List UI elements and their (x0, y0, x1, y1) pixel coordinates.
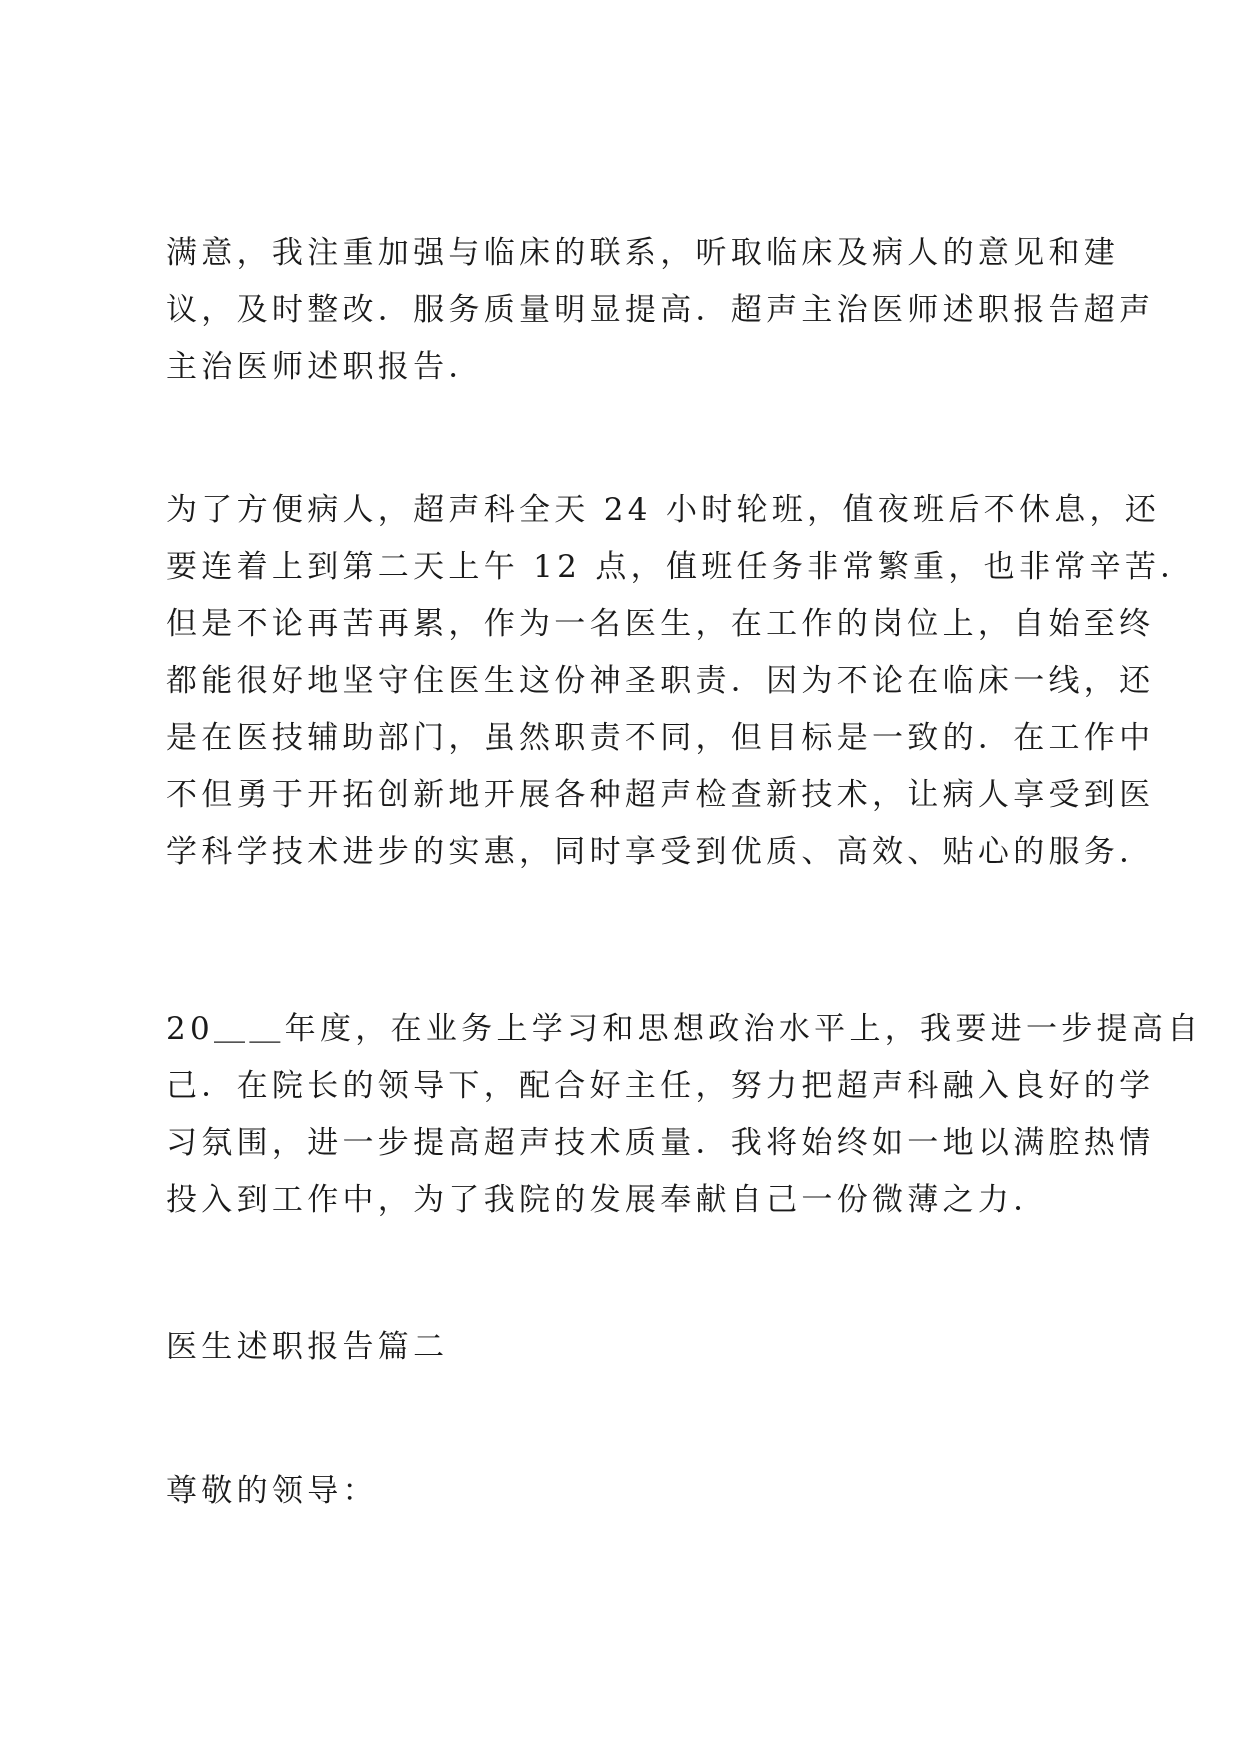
paragraph-line: 己．在院长的领导下，配合好主任，努力把超声科融入良好的学 (166, 1068, 1155, 1104)
paragraph-line: 学科学技术进步的实惠，同时享受到优质、高效、贴心的服务． (166, 834, 1155, 870)
paragraph-line: 是在医技辅助部门，虽然职责不同，但目标是一致的．在工作中 (166, 720, 1155, 756)
paragraph-service-quality (166, 225, 1155, 396)
paragraph-line: 要连着上到第二天上午 12 点，值班任务非常繁重，也非常辛苦． (166, 549, 1196, 585)
paragraph-line: 都能很好地坚守住医生这份神圣职责．因为不论在临床一线，还 (166, 663, 1155, 699)
paragraph-line: 投入到工作中，为了我院的发展奉献自己一份微薄之力． (166, 1182, 1049, 1218)
paragraph-line: 主治医师述职报告． (166, 349, 484, 385)
salutation-text: 尊敬的领导： (166, 1473, 378, 1509)
paragraph-shift-duty (166, 482, 1196, 881)
section-heading-text: 医生述职报告篇二 (166, 1329, 449, 1365)
paragraph-line: 议，及时整改．服务质量明显提高．超声主治医师述职报告超声 (166, 292, 1155, 328)
paragraph-line: 满意，我注重加强与临床的联系，听取临床及病人的意见和建 (166, 235, 1120, 271)
paragraph-line: 但是不论再苦再累，作为一名医生，在工作的岗位上，自始至终 (166, 606, 1155, 642)
section-heading (166, 1319, 1096, 1376)
paragraph-line: 为了方便病人，超声科全天 24 小时轮班，值夜班后不休息，还 (166, 492, 1161, 528)
paragraph-line: 20＿＿年度，在业务上学习和思想政治水平上，我要进一步提高自 (166, 1011, 1203, 1047)
salutation (166, 1463, 1096, 1520)
paragraph-annual-plan (166, 1001, 1203, 1229)
paragraph-line: 不但勇于开拓创新地开展各种超声检查新技术，让病人享受到医 (166, 777, 1155, 813)
paragraph-line: 习氛围，进一步提高超声技术质量．我将始终如一地以满腔热情 (166, 1125, 1155, 1161)
